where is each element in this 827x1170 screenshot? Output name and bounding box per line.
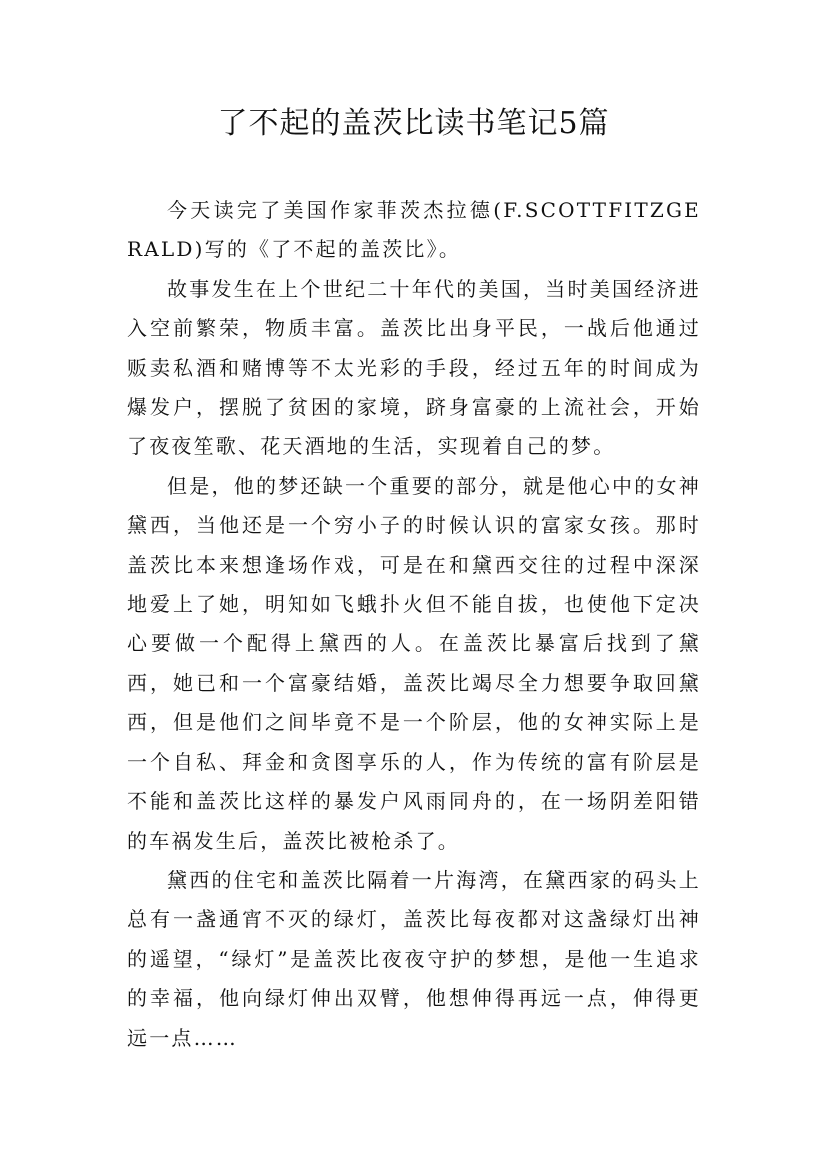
page-title: 了不起的盖茨比读书笔记5篇: [217, 106, 610, 141]
article-body: [127, 191, 701, 1058]
paragraph-background: 故事发生在上个世纪二十年代的美国，当时美国经济进入空前繁荣，物质丰富。盖茨比出身平民，一战后他通过贩卖私酒和赌博等不太光彩的手段，经过五年的时间成为爆发户，摆脱了贫困的家境，跻身富豪的上流社会，开始了夜夜笙歌、花天酒地的生活，实现着自己的梦。: [127, 276, 701, 459]
paragraph-intro: 今天读完了美国作家菲茨杰拉德(F.SCOTTFITZGERALD)写的《了不起的盖茨比》。: [127, 198, 701, 262]
paragraph-green-light: 黛西的住宅和盖茨比隔着一片海湾，在黛西家的码头上总有一盏通宵不灭的绿灯，盖茨比每夜都对这盏绿灯出神的遥望，“绿灯”是盖茨比夜夜守护的梦想，是他一生追求的幸福，他向绿灯伸出双臂，他想伸得再远一点，伸得更远一点……: [127, 867, 701, 1050]
paragraph-daisy: 但是，他的梦还缺一个重要的部分，就是他心中的女神黛西，当他还是一个穷小子的时候认识的富家女孩。那时盖茨比本来想逢场作戏，可是在和黛西交往的过程中深深地爱上了她，明知如飞蛾扑火但不能自拔，也使他下定决心要做一个配得上黛西的人。在盖茨比暴富后找到了黛西，她已和一个富豪结婚，盖茨比竭尽全力想要争取回黛西，但是他们之间毕竟不是一个阶层，他的女神实际上是一个自私、拜金和贪图享乐的人，作为传统的富有阶层是不能和盖茨比这样的暴发户风雨同舟的，在一场阴差阳错的车祸发生后，盖茨比被枪杀了。: [127, 473, 701, 853]
